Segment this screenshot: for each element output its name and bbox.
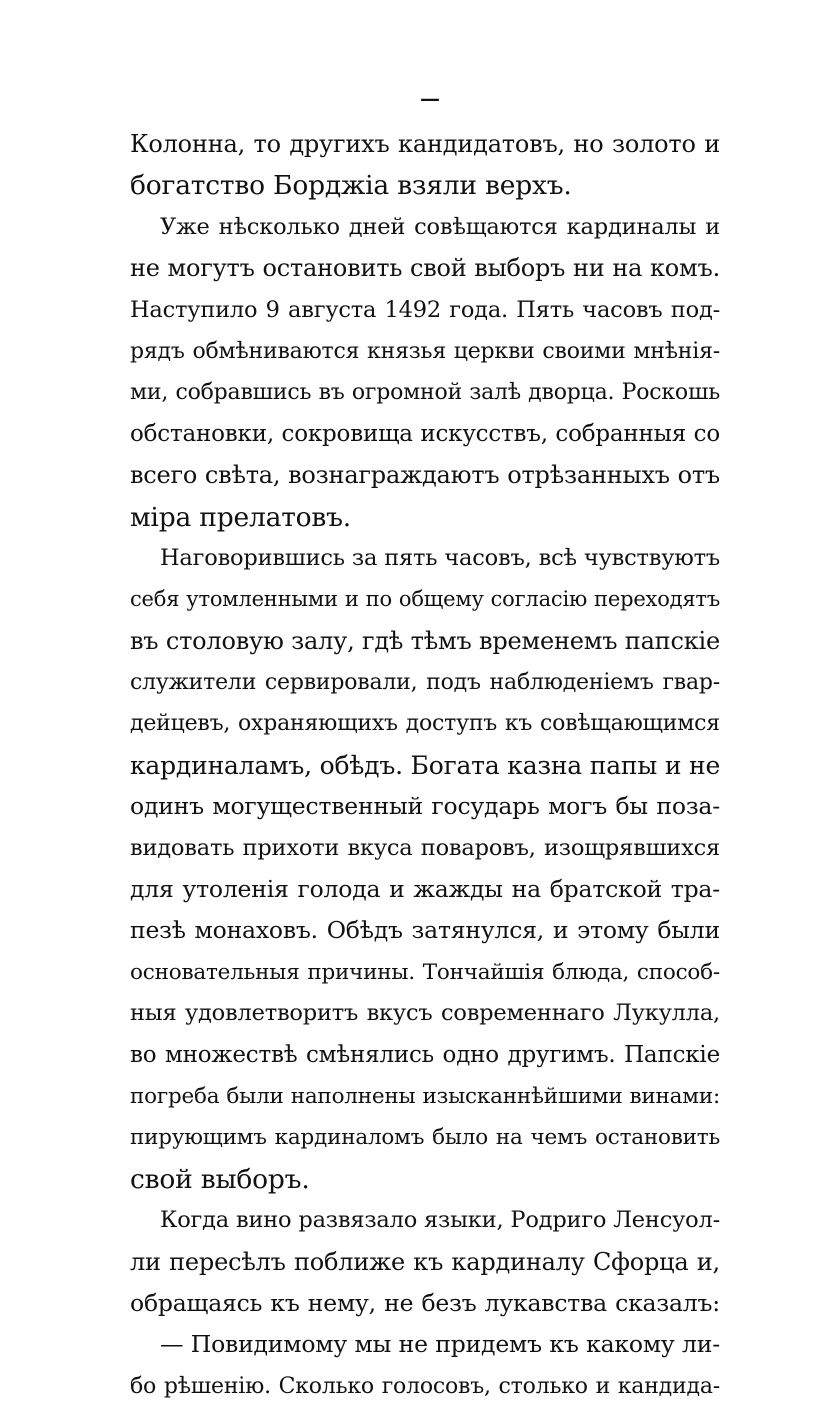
text-line: Уже нѣсколько дней совѣщаются кардиналы и [160,213,720,240]
text-line: Наступило 9 августа 1492 года. Пять часовъ под- [130,296,720,323]
text-line: всего свѣта, вознаграждаютъ отрѣзанныхъ отъ [130,461,720,490]
text-line: Наговорившись за пять часовъ, всѣ чувствуютъ [160,544,720,571]
page-top-mark: — [420,86,440,110]
text-line: дейцевъ, охраняющихъ доступъ къ совѣщающимся [130,711,720,737]
text-line: погреба были наполнены изысканнѣйшими винами: [130,1083,720,1109]
text-line: ли пересѣлъ поближе къ кардиналу Сфорца и, [130,1247,720,1276]
text-line: основательныя причины. Тончайшiя блюда, способ- [130,959,720,985]
text-line: не могутъ остановить свой выборъ ни на комъ. [130,254,720,283]
text-line: богатство Борджiа взяли верхъ. [130,170,572,202]
body-text [130,124,720,1407]
text-line: обстановки, сокровища искусствъ, собранныя со [130,420,720,447]
text-line: Когда вино развязало языки, Родриго Ленсуол- [160,1207,720,1234]
text-line: для утоленiя голода и жажды на братской тра- [130,875,720,904]
text-line: кардиналамъ, обѣдъ. Богата казна папы и не [130,750,721,780]
text-line: въ столовую залу, гдѣ тѣмъ временемъ папскiе [130,626,720,655]
text-line: себя утомленными и по общему согласiю переходятъ [130,587,720,612]
text-line: ныя удовлетворитъ вкусъ современнаго Лукулла, [130,1000,720,1027]
text-line: — Повидимому мы не придемъ къ какому ли- [160,1330,720,1359]
text-line: служители сервировали, подъ наблюденiемъ гвар- [130,670,720,696]
text-line: обращаясь къ нему, не безъ лукавства сказалъ: [130,1288,720,1317]
text-line: Колонна, то другихъ кандидатовъ, но золото и [130,130,720,158]
text-line: во множествѣ смѣнялись одно другимъ. Папскiе [130,1041,720,1068]
text-line: свой выборъ. [130,1163,310,1195]
text-line: видовать прихоти вкуса поваровъ, изощрявшихся [130,834,720,861]
text-line: пирующимъ кардиналомъ было на чемъ остановить [130,1125,720,1151]
text-line: ми, собравшись въ огромной залѣ дворца. Роскошь [130,380,720,406]
text-line: пезѣ монаховъ. Обѣдъ затянулся, и этому были [130,916,720,945]
text-line: мiра прелатовъ. [130,501,352,533]
text-line: одинъ могущественный государь могъ бы поза- [130,792,720,821]
text-line: бо рѣшенiю. Сколько голосовъ, столько и кандида- [130,1373,720,1399]
text-line: рядъ обмѣниваются князья церкви своими мнѣнiя- [130,338,720,364]
